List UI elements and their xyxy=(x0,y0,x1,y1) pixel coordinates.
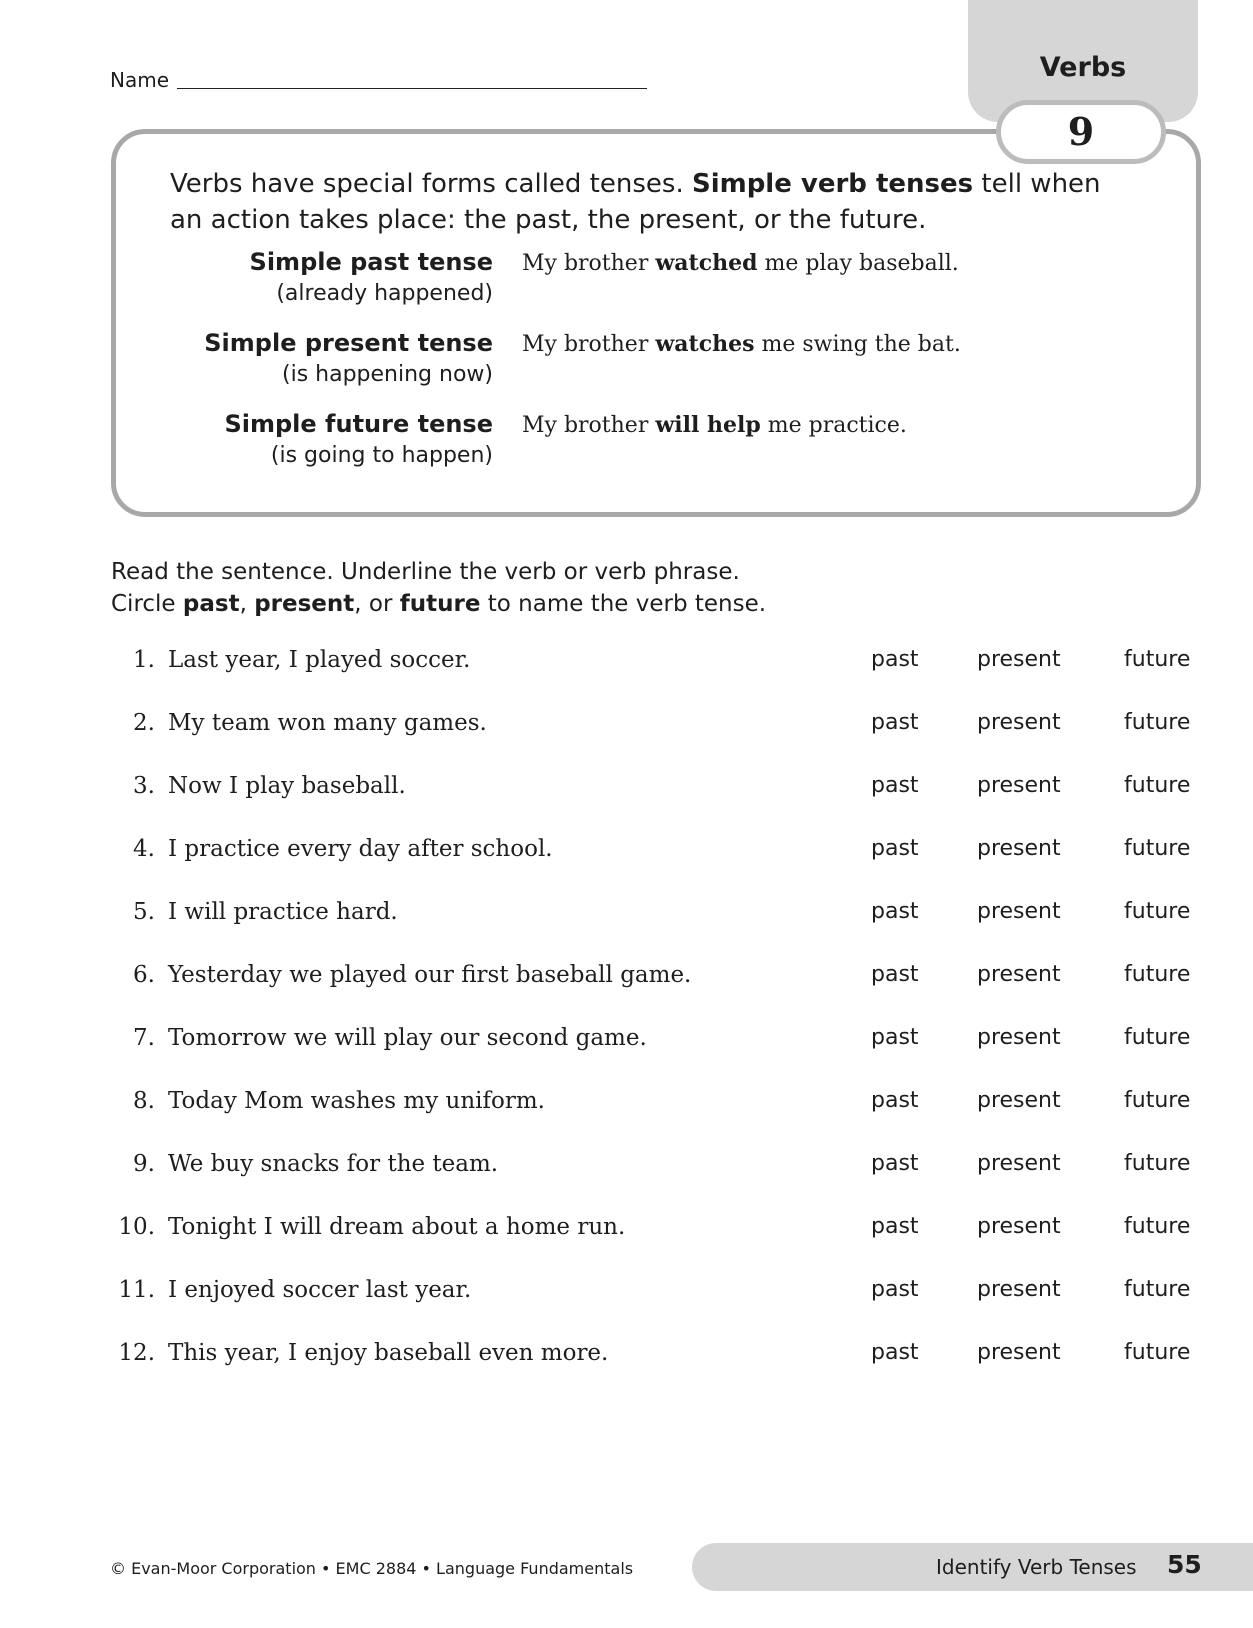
exercise-row xyxy=(0,710,1253,750)
option-past[interactable]: past xyxy=(871,962,919,987)
exercise-sentence[interactable]: This year, I enjoy baseball even more. xyxy=(168,1340,609,1366)
example-after: me play baseball. xyxy=(757,251,959,276)
exercise-number: 12. xyxy=(118,1340,155,1366)
tense-past-label xyxy=(250,247,493,309)
exercise-sentence[interactable]: My team won many games. xyxy=(168,710,487,736)
tense-desc: (is happening now) xyxy=(282,362,493,387)
option-past[interactable]: past xyxy=(871,1340,919,1365)
option-future[interactable]: future xyxy=(1124,836,1191,861)
option-past[interactable]: past xyxy=(871,647,919,672)
option-past[interactable]: past xyxy=(871,1151,919,1176)
exercise-number: 2. xyxy=(133,710,155,736)
instr-text: , or xyxy=(354,591,400,617)
exercise-sentence[interactable]: Tomorrow we will play our second game. xyxy=(168,1025,647,1051)
option-past[interactable]: past xyxy=(871,1025,919,1050)
option-past[interactable]: past xyxy=(871,836,919,861)
tense-name: Simple future tense xyxy=(224,410,493,438)
option-present[interactable]: present xyxy=(977,773,1061,798)
option-past[interactable]: past xyxy=(871,899,919,924)
exercise-number: 6. xyxy=(133,962,155,988)
tense-future-example xyxy=(522,412,907,438)
footer-copyright: © Evan-Moor Corporation • EMC 2884 • Language Fundamentals xyxy=(110,1559,634,1578)
example-before: My brother xyxy=(522,251,656,276)
exercise-number: 9. xyxy=(133,1151,155,1177)
exercise-number: 4. xyxy=(133,836,155,862)
exercise-sentence[interactable]: I practice every day after school. xyxy=(168,836,553,862)
option-present[interactable]: present xyxy=(977,962,1061,987)
exercise-number: 8. xyxy=(133,1088,155,1114)
footer-skill: Identify Verb Tenses xyxy=(936,1555,1137,1579)
option-future[interactable]: future xyxy=(1124,1340,1191,1365)
exercise-row xyxy=(0,836,1253,876)
instr-future: future xyxy=(399,591,481,617)
option-present[interactable]: present xyxy=(977,899,1061,924)
option-past[interactable]: past xyxy=(871,1277,919,1302)
lesson-number: 9 xyxy=(996,100,1166,164)
exercise-sentence[interactable]: I will practice hard. xyxy=(168,899,398,925)
tense-present-example xyxy=(522,331,961,357)
exercise-row xyxy=(0,1088,1253,1128)
tense-name: Simple present tense xyxy=(204,329,493,357)
example-verb: watches xyxy=(655,331,755,357)
option-future[interactable]: future xyxy=(1124,647,1191,672)
option-present[interactable]: present xyxy=(977,836,1061,861)
intro-bold: Simple verb tenses xyxy=(691,169,974,199)
option-present[interactable]: present xyxy=(977,1151,1061,1176)
exercise-sentence[interactable]: We buy snacks for the team. xyxy=(168,1151,499,1177)
option-present[interactable]: present xyxy=(977,1277,1061,1302)
exercise-row xyxy=(0,1214,1253,1254)
instr-text: to name the verb tense. xyxy=(480,591,767,617)
exercise-number: 10. xyxy=(118,1214,155,1240)
option-present[interactable]: present xyxy=(977,1088,1061,1113)
option-present[interactable]: present xyxy=(977,1340,1061,1365)
option-future[interactable]: future xyxy=(1124,1277,1191,1302)
example-after: me swing the bat. xyxy=(754,332,961,357)
option-future[interactable]: future xyxy=(1124,1214,1191,1239)
exercise-sentence[interactable]: Now I play baseball. xyxy=(168,773,406,799)
instructions-line1: Read the sentence. Underline the verb or verb phrase. xyxy=(111,559,740,585)
exercise-row xyxy=(0,1340,1253,1380)
exercise-row xyxy=(0,1151,1253,1191)
tense-name: Simple past tense xyxy=(249,248,493,276)
intro-part1: Verbs have special forms called tenses. xyxy=(170,169,692,199)
tense-desc: (already happened) xyxy=(276,281,493,306)
instructions-line2 xyxy=(111,588,766,620)
instr-past: past xyxy=(182,591,240,617)
exercise-row xyxy=(0,647,1253,687)
intro-text xyxy=(170,166,1130,238)
example-before: My brother xyxy=(522,413,656,438)
instructions xyxy=(111,556,766,620)
option-present[interactable]: present xyxy=(977,647,1061,672)
exercise-number: 5. xyxy=(133,899,155,925)
unit-title: Verbs xyxy=(1039,52,1127,83)
exercise-sentence[interactable]: I enjoyed soccer last year. xyxy=(168,1277,472,1303)
option-past[interactable]: past xyxy=(871,1214,919,1239)
instr-text: Circle xyxy=(111,591,183,617)
option-present[interactable]: present xyxy=(977,710,1061,735)
option-future[interactable]: future xyxy=(1124,773,1191,798)
exercise-row xyxy=(0,899,1253,939)
exercise-row xyxy=(0,1277,1253,1317)
instr-present: present xyxy=(254,591,355,617)
option-present[interactable]: present xyxy=(977,1214,1061,1239)
exercise-sentence[interactable]: Today Mom washes my uniform. xyxy=(168,1088,545,1114)
exercise-number: 11. xyxy=(118,1277,155,1303)
example-verb: watched xyxy=(655,250,758,276)
tense-past-example xyxy=(522,250,959,276)
intro-part2: tell when an action takes place: the past, the present, or the future. xyxy=(170,169,1101,235)
exercise-row xyxy=(0,962,1253,1002)
option-past[interactable]: past xyxy=(871,773,919,798)
tense-desc: (is going to happen) xyxy=(270,443,493,468)
exercise-number: 1. xyxy=(133,647,155,673)
exercise-sentence[interactable]: Last year, I played soccer. xyxy=(168,647,471,673)
option-future[interactable]: future xyxy=(1124,1025,1191,1050)
tense-future-label xyxy=(224,409,493,471)
example-verb: will help xyxy=(655,412,761,438)
option-future[interactable]: future xyxy=(1124,1151,1191,1176)
exercise-number: 3. xyxy=(133,773,155,799)
page-number: 55 xyxy=(1167,1550,1202,1579)
exercise-row xyxy=(0,773,1253,813)
name-label: Name xyxy=(110,68,170,92)
exercise-sentence[interactable]: Tonight I will dream about a home run. xyxy=(168,1214,626,1240)
example-after: me practice. xyxy=(760,413,907,438)
option-future[interactable]: future xyxy=(1124,710,1191,735)
exercise-number: 7. xyxy=(133,1025,155,1051)
instr-text: , xyxy=(239,591,255,617)
name-field xyxy=(110,68,647,92)
option-future[interactable]: future xyxy=(1124,899,1191,924)
example-before: My brother xyxy=(522,332,656,357)
option-present[interactable]: present xyxy=(977,1025,1061,1050)
option-future[interactable]: future xyxy=(1124,1088,1191,1113)
exercise-sentence[interactable]: Yesterday we played our first baseball game. xyxy=(168,962,692,988)
exercise-row xyxy=(0,1025,1253,1065)
option-past[interactable]: past xyxy=(871,1088,919,1113)
name-write-line[interactable] xyxy=(177,88,647,89)
option-future[interactable]: future xyxy=(1124,962,1191,987)
tense-present-label xyxy=(204,328,493,390)
option-past[interactable]: past xyxy=(871,710,919,735)
